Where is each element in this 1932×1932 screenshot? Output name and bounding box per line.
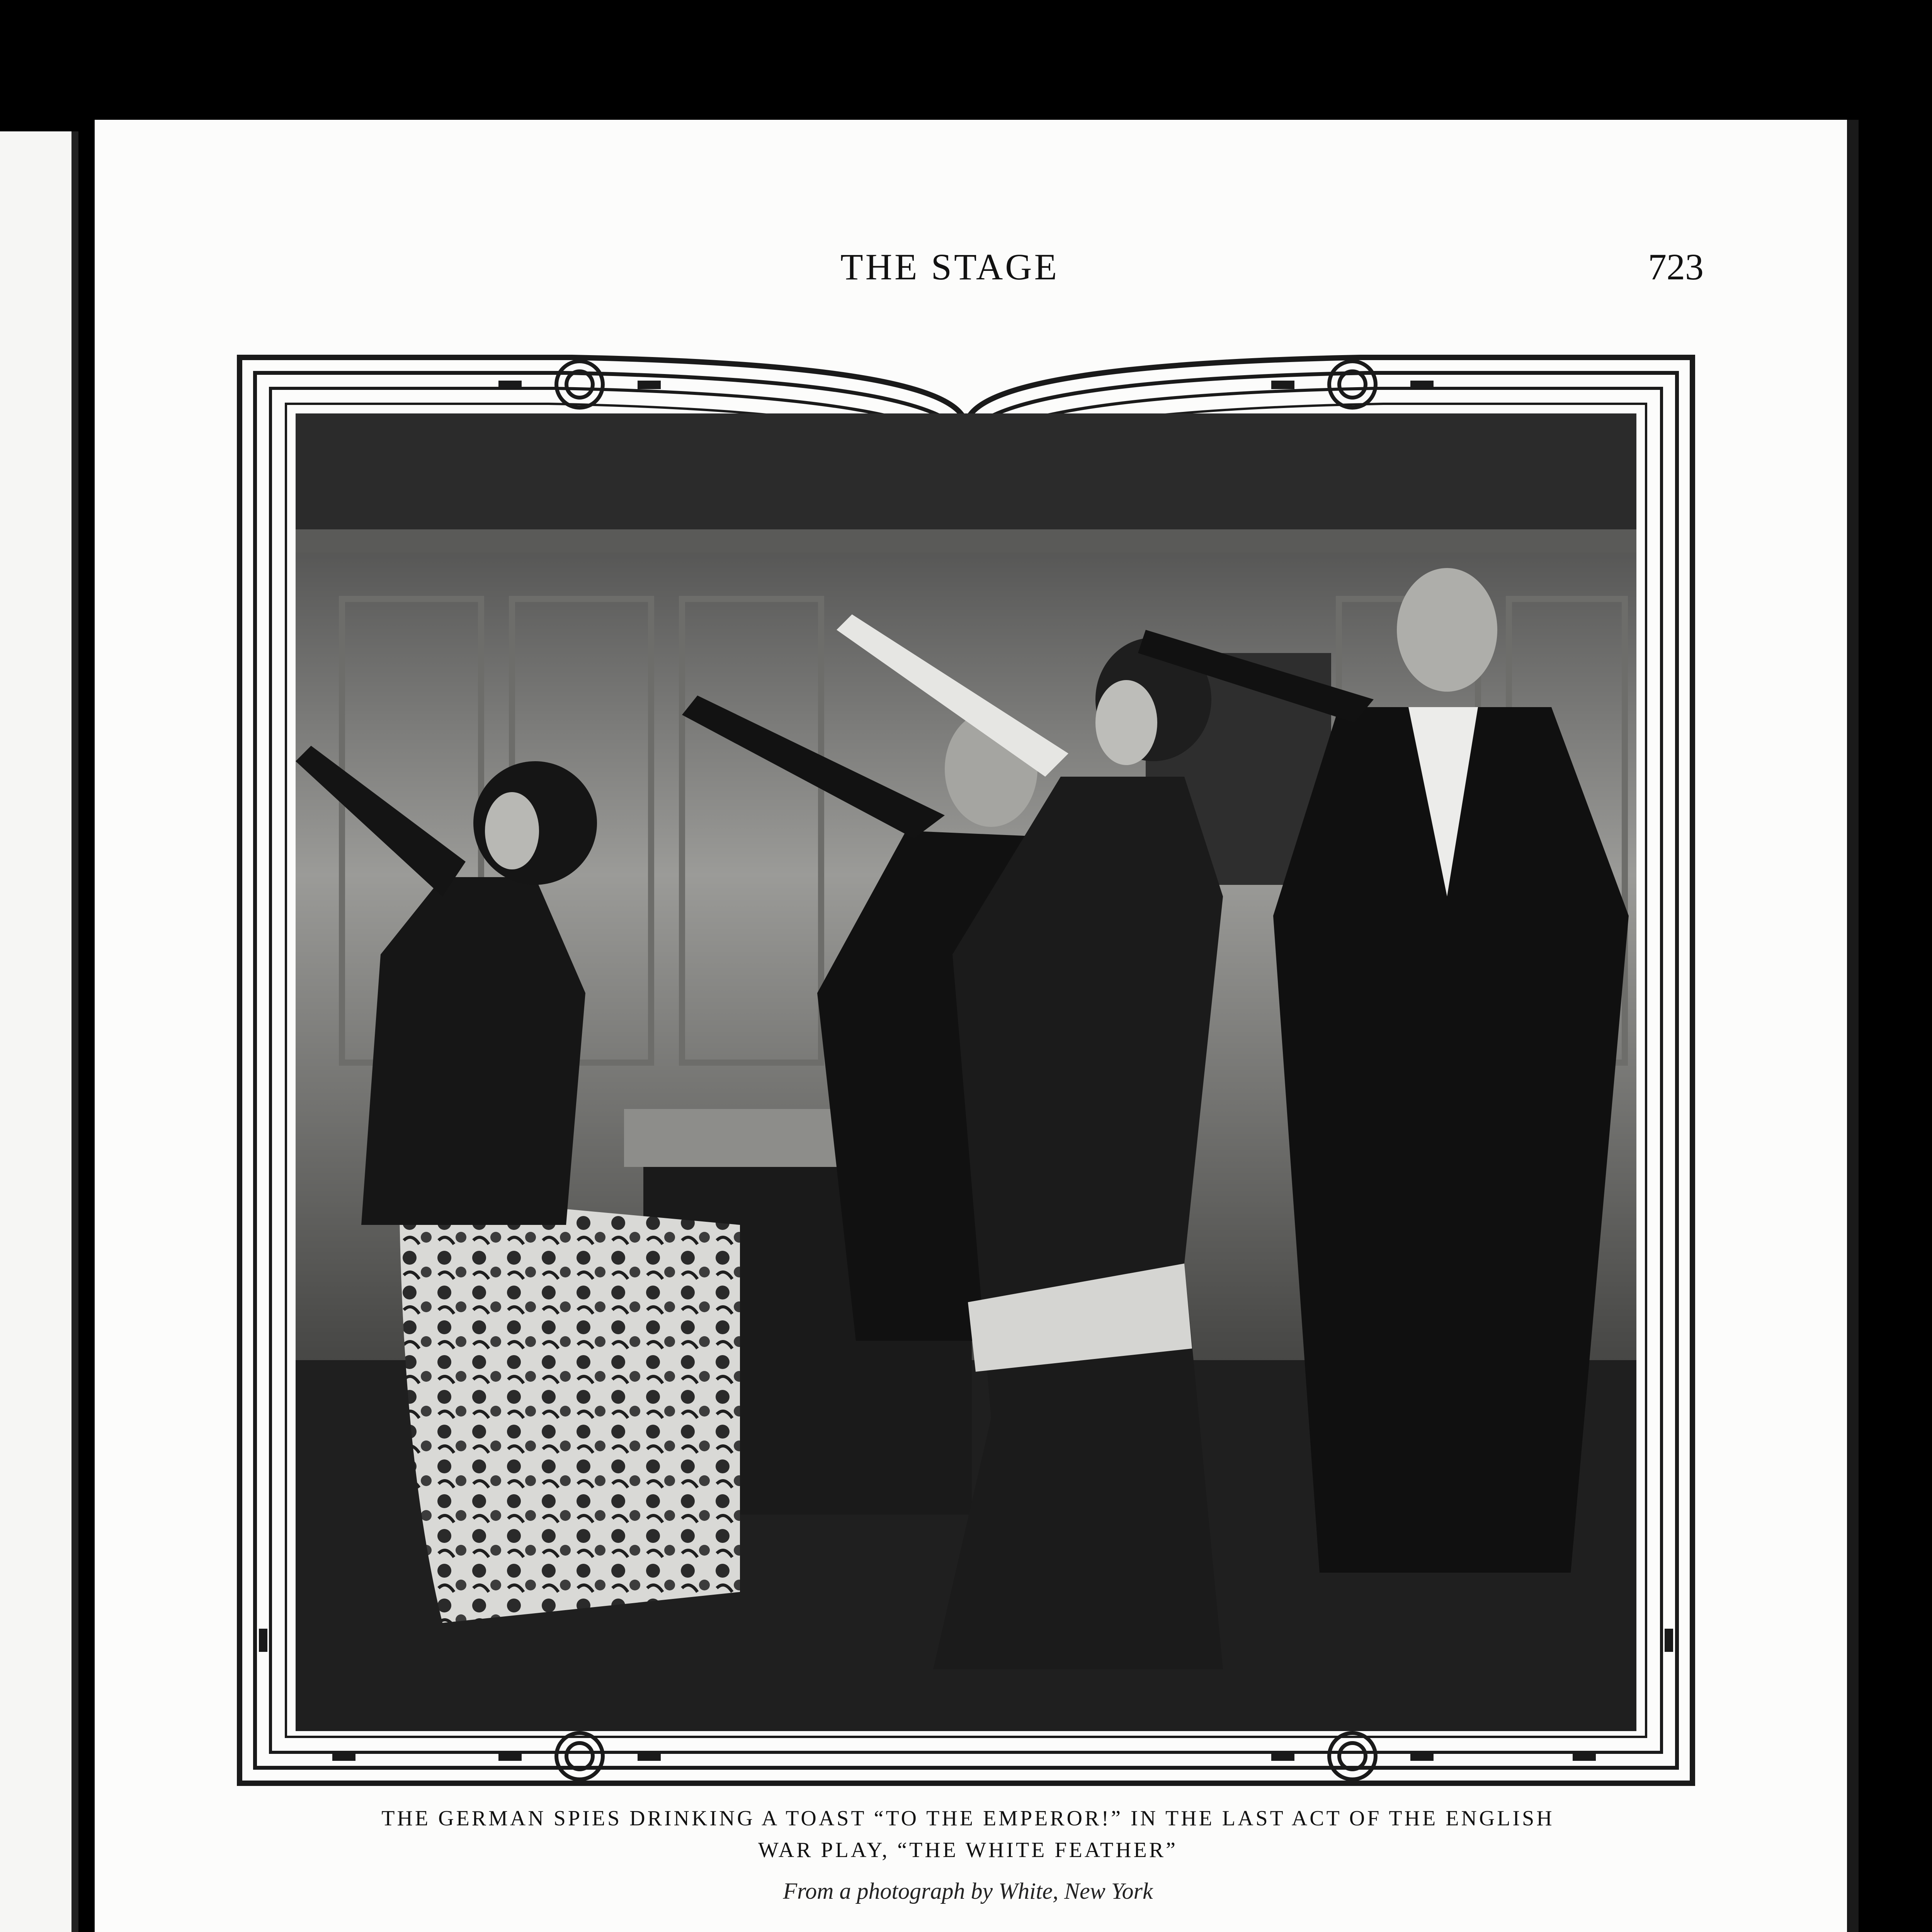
caption-line-1: THE GERMAN SPIES DRINKING A TOAST “TO THE EMPEROR!” IN THE LAST ACT OF THE ENGLISH <box>381 1806 1554 1830</box>
stage-photograph <box>296 413 1636 1731</box>
photo-frame <box>232 350 1700 1791</box>
caption-line-2: WAR PLAY, “THE WHITE FEATHER” <box>758 1838 1178 1862</box>
page-number: 723 <box>1648 246 1704 287</box>
photo-credit: From a photograph by White, New York <box>783 1878 1153 1904</box>
running-head: THE STAGE <box>840 246 1060 287</box>
page-shadow-edge <box>1847 120 1859 1932</box>
photo-scene <box>296 413 1636 1731</box>
figure-caption <box>236 1803 1700 1866</box>
adjacent-page-edge <box>0 131 78 1932</box>
